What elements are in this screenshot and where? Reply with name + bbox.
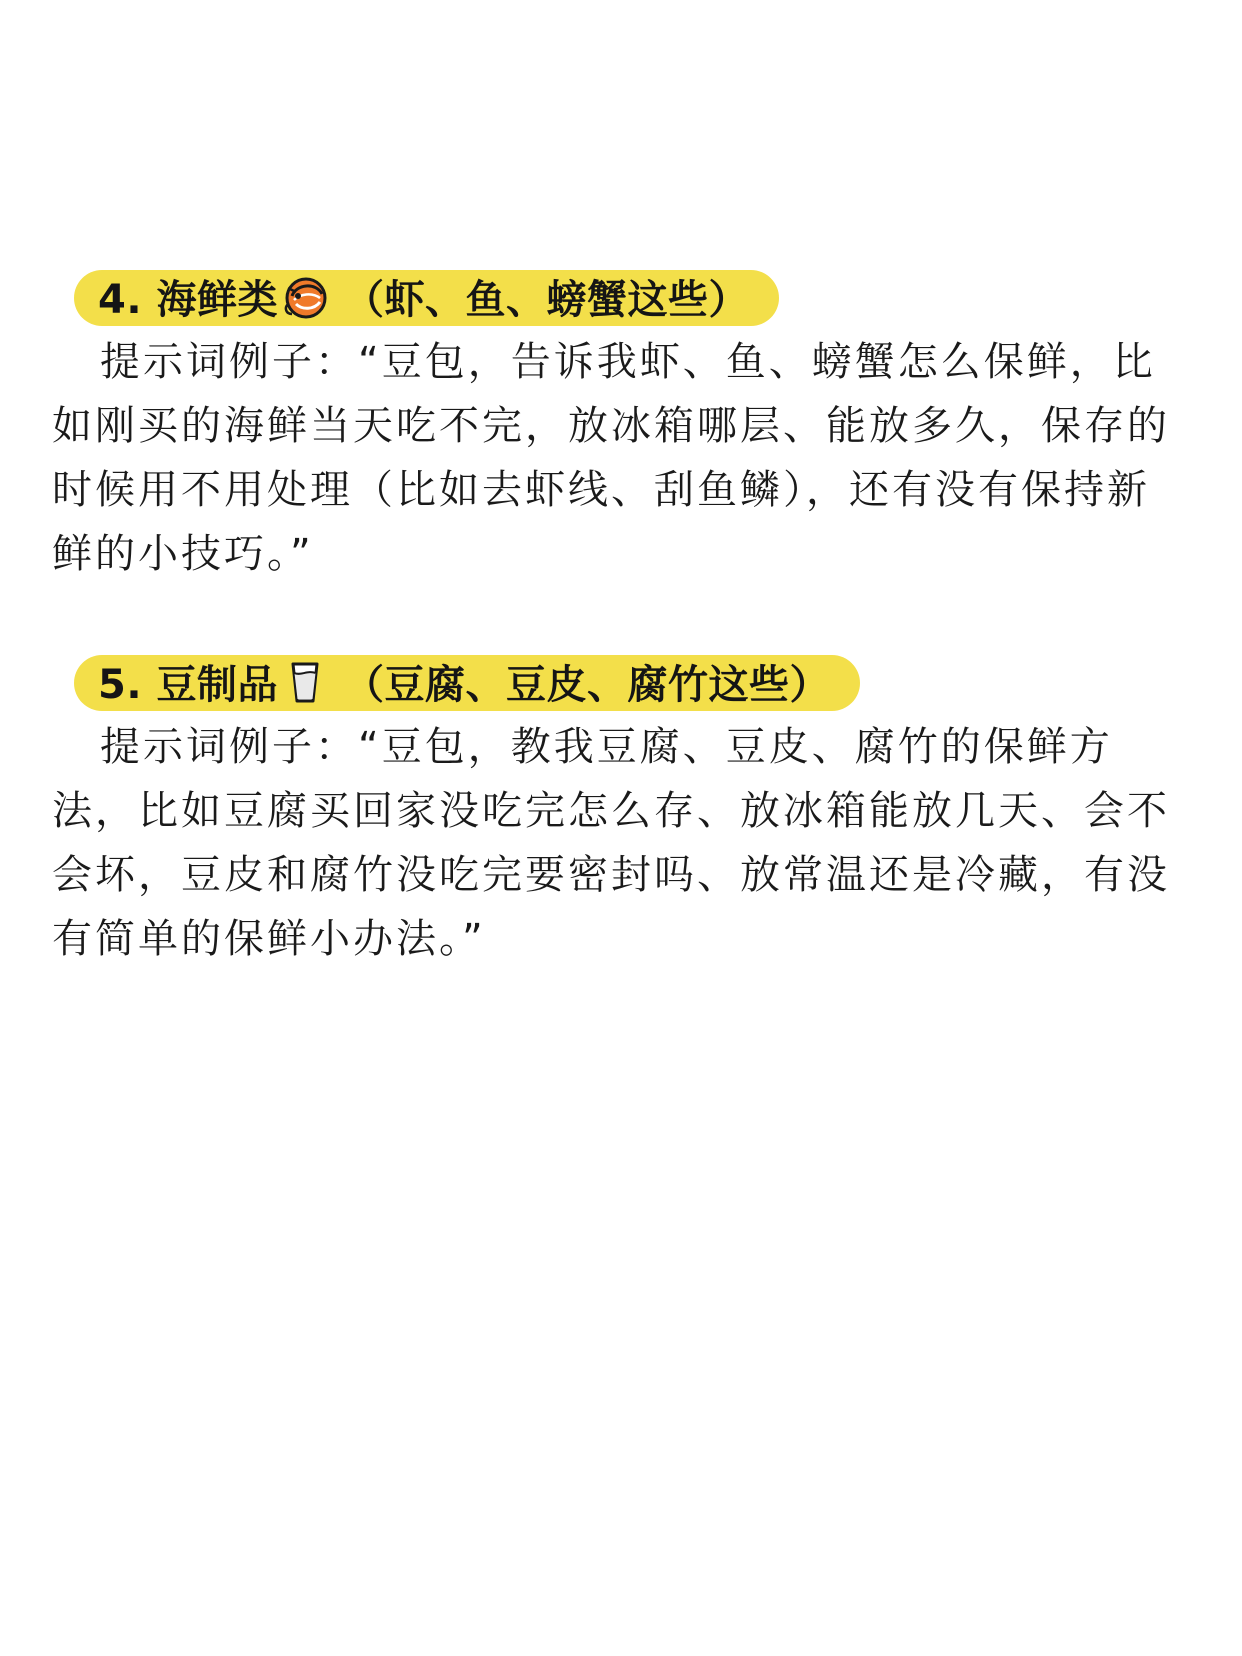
prompt-example-text: 提示词例子：“豆包，教我豆腐、豆皮、腐竹的保鲜方法，比如豆腐买回家没吃完怎么存、放冰箱能放几天、会不会坏，豆皮和腐竹没吃完要密封吗、放常温还是冷藏，有没有简单的保鲜小办法。”: [52, 724, 1170, 962]
section-seafood: [52, 270, 1192, 586]
section-heading: [74, 270, 779, 326]
section-subtitle: （豆腐、豆皮、腐竹这些）: [343, 662, 830, 708]
section-subtitle: （虾、鱼、螃蟹这些）: [343, 277, 749, 323]
milk-glass-icon: [282, 659, 328, 705]
section-number-title: 4. 海鲜类: [98, 277, 278, 323]
section-number-title: 5. 豆制品: [98, 662, 278, 708]
prompt-example-text: 提示词例子：“豆包，告诉我虾、鱼、螃蟹怎么保鲜，比如刚买的海鲜当天吃不完，放冰箱哪层、能放多久，保存的时候用不用处理（比如去虾线、刮鱼鳞），还有没有保持新鲜的小技巧。”: [52, 339, 1170, 577]
section-heading: [74, 655, 860, 711]
shrimp-icon: [282, 274, 328, 320]
section-soy-products: [52, 655, 1192, 971]
